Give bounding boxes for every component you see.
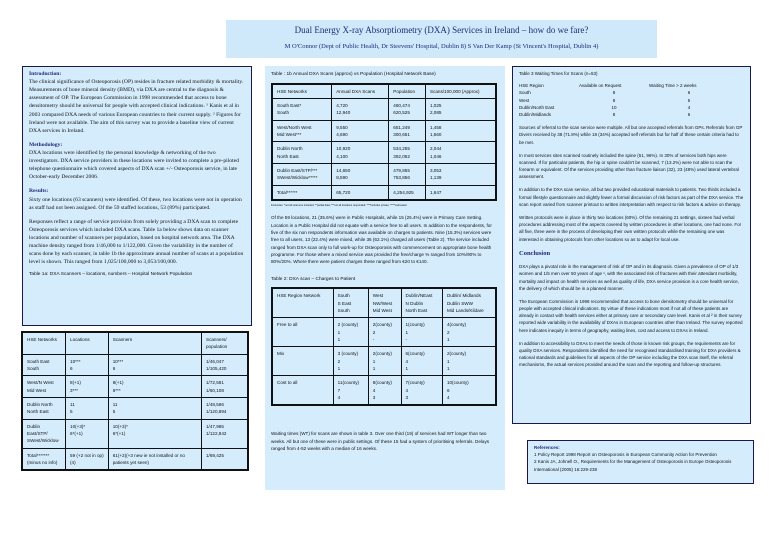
table-cell: 10(+3)* 6*(+1) (66, 419, 109, 448)
table3-cell: Available on Request (579, 83, 622, 89)
table-cell: 4,254,925 (389, 185, 426, 200)
table3-row (519, 111, 744, 118)
table-row (272, 318, 496, 347)
table-cell: 3,053 1,139 (425, 164, 496, 186)
reference-2: 2 Kanis JA, Johnell O., Requirements for the Management of Osteoporosis in Europe Osteoporosis International (2005) 16:229-238 (534, 459, 732, 472)
table-cell: 479,855 753,856 (389, 164, 426, 186)
table1b-caption: Table : 1b Annual DXA Scans (approx) vs Population (Hospital Network Base) (271, 72, 436, 77)
table3-caption: Table 3 Waiting Times for Scans (n=53) (519, 71, 598, 76)
table-cell: West/N West Mid West (22, 376, 66, 398)
table-cell: 2(county) 1 1 (368, 347, 401, 376)
table-header-row (272, 288, 496, 318)
conclusion-text-2: The European Commission in 1998 recommended that access to bone densitometry should be universal for people with accepted clinical indications. By virtue of these indications most if not all of these patients are already in contact with health services either at primary care or secondary care level. Kanis et al ² in their survey reported wide variability in the availability of DXAs in European countries other than Ireland. The survey reported here indicates inequity in terms of geography, waiting lines, cost and access to DXAs in Ireland. (519, 298, 743, 333)
table-cell: West/North West Mid West*** (272, 120, 332, 142)
table-cell: 2,044 1,046 (425, 142, 496, 164)
table2-caption: Table 2: DXA scan – Charges to Patient (271, 276, 356, 282)
conclusion-heading: Conclusion (519, 249, 551, 257)
table3-cell: HSE Region (519, 83, 544, 89)
table-3 (519, 82, 744, 118)
intro-panel (22, 66, 252, 326)
table-cell: 1,647 (425, 185, 496, 200)
table-row (22, 376, 248, 398)
table3-cell: 8 (612, 97, 616, 103)
table-cell: 11(county) 7 4 (333, 376, 368, 406)
table-cell: 8(+1) 3*** (66, 376, 109, 398)
table-row (272, 347, 496, 376)
table-cell: Annual DXA Scans (332, 84, 389, 99)
table-header-row (272, 84, 496, 99)
authors: M O'Connor (Dept of Public Health, Dr Steevens' Hospital, Dublin 8) S Van Der Kamp (St Vincent's Hospital, Dublin 4) (284, 43, 599, 50)
locations-paragraph: Of the 59 locations, 21 (35.6%) were in Public Hospitals, while 15 (25.4%) were in Primary Care Setting. Location in a Public Hospital did not equate with a service free to all users. In addition to the respondents, for five of the six non respondents information was available on charges to patients. Nine (15.3%) services were free to all users, 13 (22.4%) were mixed, while 36 (62.1%) charged all users (Table 2). The service included ranged from DXA scan only to full work-up for Osteoporosis with commencement on appropriate bone health programme. For those where a mixed service was provided the free/charge % ranged from 10%/90% to 80%/20%. Where there were patient charges these ranged from €20 to €140. (271, 215, 492, 265)
table-cell: HSE Networks (22, 332, 66, 354)
table-cell: 61(+2)(+3 new ie not installed or no patients yet seen) (108, 448, 201, 470)
table3-cell: South (519, 90, 531, 96)
table3-cell: Dublin/Midlands (519, 111, 552, 117)
table-cell: Free to all (272, 318, 333, 347)
referrals-paragraph: Sources of referral to the scan service were multiple. All but one accepted referrals from GPs. Referrals from GP Divers received by 38 (71.8%) while 18 (34%) accepted self referrals but for half of these certain criteria had to be met. (519, 125, 743, 145)
table-cell: 8(+1) 6*** (108, 376, 201, 398)
conclusion-text-3: In addition to accessibility to DXAs to meet the needs of those in known risk groups, the requirements are for quality DXA services. Respondents identified the need for recognised standardised training for DXA providers & national standards and guidelines for all aspects of the OP service including the DXA scan itself, the referral mechanisms, the actual services provided around the scan and the reporting and follow-up structures. (519, 340, 741, 368)
table-header-row (22, 332, 248, 354)
table-cell: South S East South (333, 288, 368, 318)
table3-cell: 6 (687, 111, 691, 117)
table3-header-row (519, 82, 744, 89)
table-cell: 3 (county) 2 1 (333, 347, 368, 376)
table-cell: South East South (22, 354, 66, 376)
table-row (22, 448, 248, 470)
education-paragraph: In addition to the DXA scan service, all but two provided educational materials to patients. Two thirds included a formal lifestyle questionnaire and slightly fewer a formal discussion of risk factors as part of the DXA service. The scan report varied from scanner printout to written interpretation with respect to risk factors & advice on therapy. (519, 187, 744, 207)
table-cell: Scanners (108, 332, 201, 354)
table-row (22, 419, 248, 448)
table-cell: Dublin North North East (272, 142, 332, 164)
table-cell: 10*** 6 (108, 354, 201, 376)
table-cell: 10(county) 6 4 (442, 376, 496, 406)
table3-cell: 5 (687, 97, 691, 103)
table1a-caption: Table 1a: DXA Scanners – locations, numbers – Hospital Network Population (29, 272, 193, 278)
table3-cell: 8 (612, 90, 616, 96)
table-cell: Locations (66, 332, 109, 354)
table3-cell: 4 (687, 104, 691, 110)
table3-cell: 10 (611, 104, 617, 110)
table-cell: Cost to all (272, 376, 333, 406)
references-heading: References: (534, 445, 560, 450)
table-cell: 59 (+2 not in op)(4) (66, 448, 109, 470)
table-cell: 534,255 392,052 (389, 142, 426, 164)
table3-row (519, 104, 744, 111)
protocols-paragraph: Written protocols were in place in thirty two locations (60%). Of the remaining 21 settings, sixteen had verbal procedures addressing most of the aspects covered by written procedures in other locations, one had none. For all five, three were in the process of developing their own written protocols while the remaining one was interested in obtaining protocols from other locations so as to adapt for local use. (519, 215, 742, 242)
methodology-heading: Methodology: (29, 141, 63, 148)
table-cell: Dublin/ Midlands Dublin SWW Mid Lands/Kildare (442, 288, 496, 318)
table-1a (21, 331, 249, 471)
table-row (272, 142, 496, 164)
middle-panel (265, 66, 505, 490)
table-row (272, 120, 496, 142)
table-cell: 11 5 (66, 398, 109, 420)
table-cell: Dublin/NEast N Dublin North East (401, 288, 442, 318)
table-cell: 14,650 8,590 (332, 164, 389, 186)
table-cell: 1(county) 1 - (401, 318, 442, 347)
table-cell: 10(+3)* 6*(+1) (108, 419, 201, 448)
table-cell: 651,249 300,651 (389, 120, 426, 142)
table3-cell: West (519, 97, 530, 103)
table-cell: 1,025 2,085 (425, 99, 496, 121)
table-row (272, 185, 496, 200)
table-cell: Total******* (minus no info) (22, 448, 66, 470)
table-cell: Dublin East/STP/ SWest/Wicklow (22, 419, 66, 448)
table-row (272, 99, 496, 121)
table-row (272, 164, 496, 186)
table-row (272, 376, 496, 406)
table1b-footnote: Footnotes: *not all scanners included; **partial data; ***not all locations responded; ****includes private; *****estimated (271, 204, 407, 208)
table-cell: Scanners/ population (202, 332, 249, 354)
table-cell: 8(county) 4 3 (368, 376, 401, 406)
results-heading: Results: (29, 188, 49, 195)
table-cell: 10*** 6 (66, 354, 109, 376)
table-cell: 1/46,047 1/105,420 (202, 354, 249, 376)
results-text-2: Responses reflect a range of service provision from solely providing a DXA scan to complete Osteoporosis services which included DXA scans. Table 1a below shows data on scanner locations and number of scanners per population, based on hospital network area. The DXA machine density ranged from 1/46,000 to 1/122,000. Given the variability in the number of scans done by each scanner, in table 1b the approximate annual number of scans at a population level is shown. This ranged from 1,025/100,000 to 3,053/100,000. (29, 218, 244, 266)
right-panel (512, 66, 751, 424)
table-cell: HSE Networks (272, 84, 332, 99)
table-2 (271, 287, 497, 406)
methodology-text: DXA locations were identified by the personal knowledge & networking of the two investigators. DXA service providers in these locations were invited to complete a pre-piloted telephone questionnaire which covered aspects of DXA scan +/- Osteoporosis service, in late October-early December 2006. (29, 149, 239, 181)
table-cell: Dublin East/STP/*** SWest/Wicklow***** (272, 164, 332, 186)
table-cell: 9,550 4,690 (332, 120, 389, 142)
table-cell: West NW/West Mid West (368, 288, 401, 318)
table-cell: 1,458 1,560 (425, 120, 496, 142)
table-cell: 6(county) 4 1 (401, 347, 442, 376)
table-cell: South East* South (272, 99, 332, 121)
poster-title: Dual Energy X-ray Absorptiometry (DXA) Services in Ireland – how do we fare? (294, 25, 589, 35)
table-cell: 1/47,985 1/122,842 (202, 419, 249, 448)
scanning-paragraph: In most services sites scanned routinely included the spine (51, 96%). In 30% of services both hips were scanned. If for particular patients, the hip or spine couldn't be scanned, 7 (13.2%) were not able to scan the forearm or equivalent. Of the services providing other than fracture liaison (32), 23 (48%) used lateral vertebral assessment. (519, 152, 739, 180)
table-cell: 10,920 4,100 (332, 142, 389, 164)
table-cell: Mix (272, 347, 333, 376)
poster-title-banner (226, 20, 657, 58)
table-cell: Population (389, 84, 426, 99)
table-row (22, 354, 248, 376)
intro-text: The clinical significance of Osteoporosis (OP) resides in fracture related morbidity & mortality. Measurements of bone mineral density (BMD), via DXA are central to the diagnosis & assessment of OP. The European Commission in 1998 recommended that access to bone densitometry should be universal for people with accepted clinical indications. ¹ Kanis et al in 2003 compared DXA needs of various European countries to their current supply. ² Figures for Ireland were not available. The aim of this survey was to provide a baseline view of current DXA services in Ireland. (29, 79, 244, 134)
conclusion-text-1: DXA plays a pivotal role in the management of risk of OP and in its diagnosis. Given a prevalence of OP of 1/3 women and 1/5 men over 50 years of age ¹, with the associated risk of fractures with their attendant morbidity, mortality and impact on health services as well as quality of life, DXA service provision is a core health service, the delivery of which should be in a planned manner. (519, 264, 739, 291)
reference-1: 1 Policy Report 1998 Report on Osteoporosis in European Community Action for Prevention (534, 452, 717, 458)
table-cell: 2(county) 1 1 (442, 347, 496, 376)
waiting-times-paragraph: Waiting times (WT) for scans are shown in table 3. Over one third (19) of services had WT longer than two weeks. All but one of these were in public settings. Of these 15 had a system of prioritising referrals. Delays ranged from 4-52 weeks with a median of 16 weeks. (271, 431, 490, 452)
table3-cell: 8 (612, 111, 616, 117)
table-cell: 7(county) 4 3 (401, 376, 442, 406)
table-cell: Dublin North North East (22, 398, 66, 420)
table-cell: Scans/100,000 (Approx) (425, 84, 496, 99)
table3-row (519, 89, 744, 96)
table3-cell: Dublin/North East (519, 104, 555, 110)
table-cell: 460,474 620,525 (389, 99, 426, 121)
table-cell: 1/48,566 1/120,894 (202, 398, 249, 420)
table-1b (271, 83, 497, 201)
table3-cell: 6 (687, 90, 691, 96)
table-cell: 1/72,581 1/60,108 (202, 376, 249, 398)
table-row (22, 398, 248, 420)
references-panel (527, 440, 754, 484)
table-cell: 1/69,425 (202, 448, 249, 470)
table-cell: 2 (county) 1 1 (333, 318, 368, 347)
table-cell: HSE Region Network (272, 288, 333, 318)
table-cell: 2(county) 2 - (368, 318, 401, 347)
table3-cell: Waiting Time > 2 weeks (649, 83, 697, 89)
table-cell: 11 5 (108, 398, 201, 420)
table-cell: 4,720 12,940 (332, 99, 389, 121)
table-cell: Total****** (272, 185, 332, 200)
results-text-1: Sixty one locations (63 scanners) were identified. Of these, two locations were not in operation as staff had not been assigned. Of the 59 staffed locations, 53 (89%) participated. (29, 196, 242, 211)
table3-row (519, 97, 744, 104)
table-cell: 65,720 (332, 185, 389, 200)
table-cell: 4(county) 2 1 (442, 318, 496, 347)
intro-heading: Introduction: (29, 71, 62, 77)
